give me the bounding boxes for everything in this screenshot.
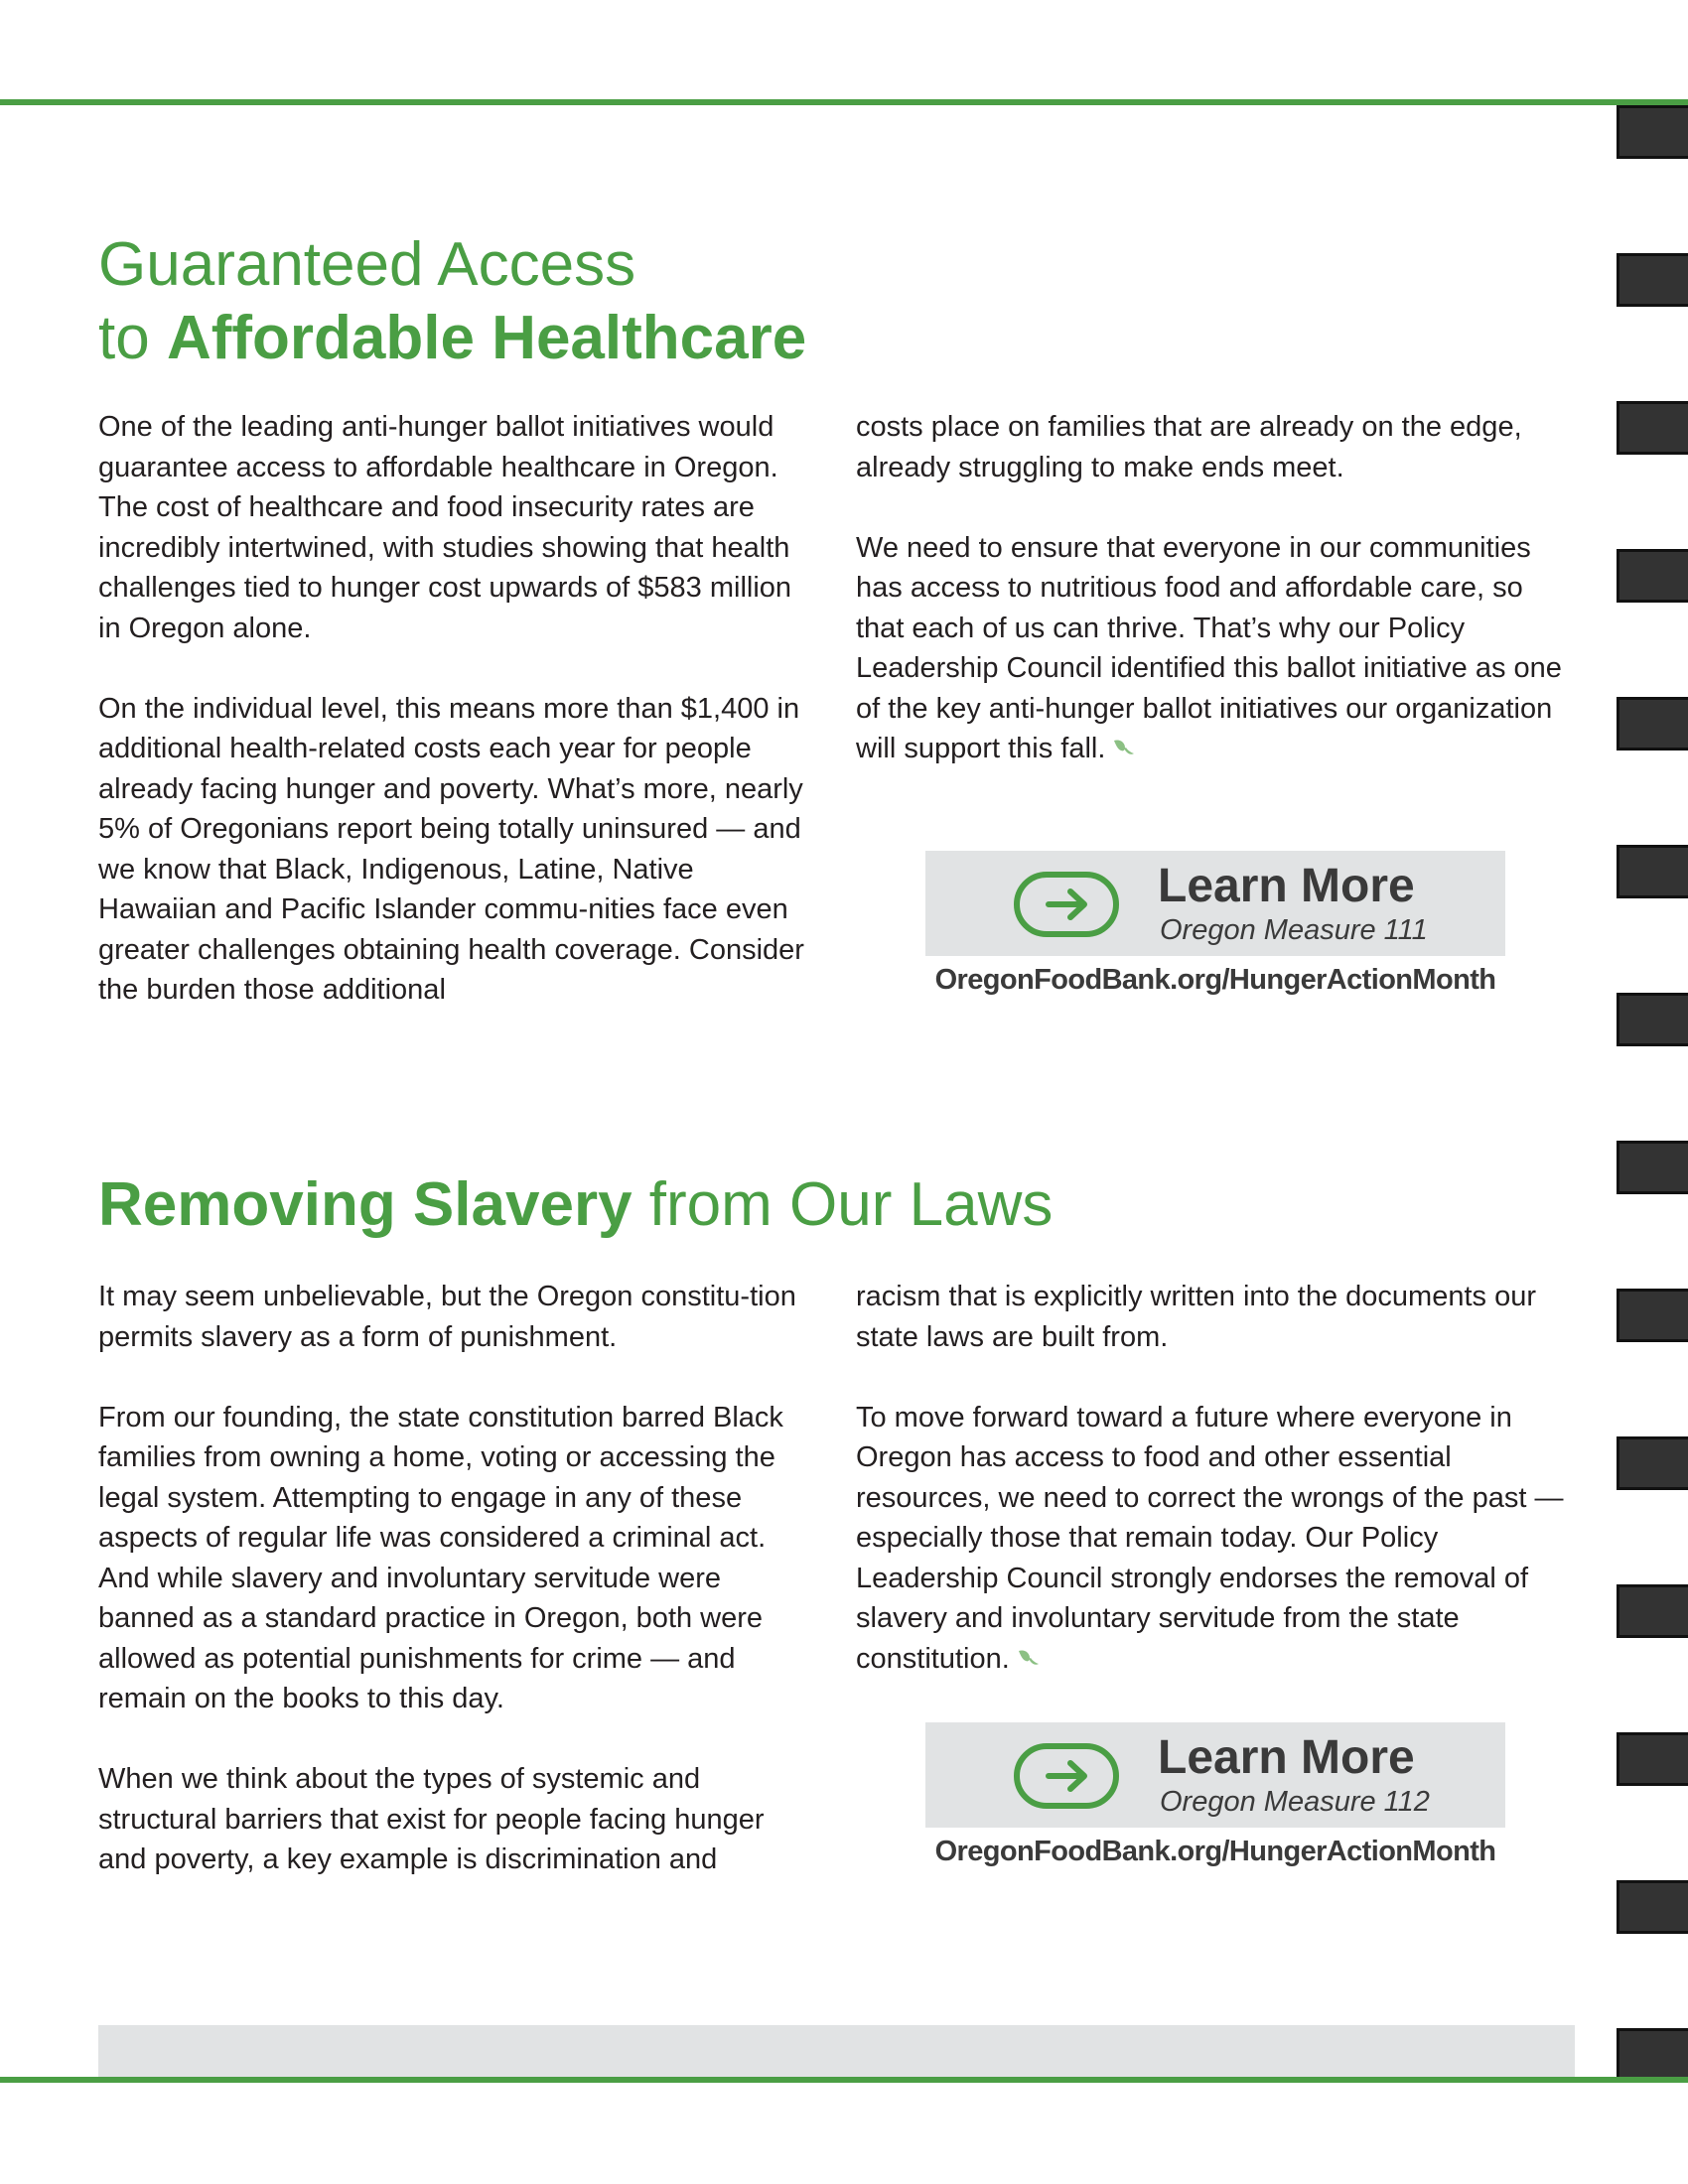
heading-bold: Removing Slavery bbox=[98, 1170, 633, 1239]
paragraph: One of the leading anti-hunger ballot initiatives would guarantee access to affordable healthcare in Oregon. The cost of healthcare and food insecurity rates are incredibly intertwined, with studies showing that health challenges tied to hunger cost upwards of $583 million in Oregon alone. bbox=[98, 411, 792, 644]
healthcare-column-left bbox=[98, 407, 813, 1011]
arrow-right-icon bbox=[1013, 1742, 1120, 1810]
cta-url-link[interactable]: OregonFoodBank.org/HungerActionMonth bbox=[934, 1836, 1496, 1867]
leaf-icon bbox=[1111, 736, 1135, 759]
cta-subtitle: Oregon Measure 111 bbox=[1160, 914, 1428, 946]
cta-title: Learn More bbox=[1158, 1731, 1415, 1784]
slavery-column-right bbox=[856, 1277, 1571, 1679]
heading-rest: from Our Laws bbox=[632, 1170, 1054, 1239]
edge-tab bbox=[1617, 2028, 1688, 2082]
edge-tab bbox=[1617, 697, 1688, 751]
cta-subtitle: Oregon Measure 112 bbox=[1160, 1786, 1430, 1818]
paragraph: It may seem unbelievable, but the Oregon constitu-tion permits slavery as a form of punishment. bbox=[98, 1281, 796, 1353]
slavery-column-left bbox=[98, 1277, 813, 1880]
paragraph: From our founding, the state constitution barred Black families from owning a home, voting or accessing the legal system. Attempting to engage in any of these aspects of regular life was considered a criminal act. And while slavery and involuntary servitude were banned as a standard practice in Oregon, both were allowed as potential punishments for crime — and remain on the books to this day. bbox=[98, 1401, 783, 1714]
learn-more-measure-111 bbox=[925, 851, 1505, 996]
heading-line1: Guaranteed Access bbox=[98, 230, 636, 299]
edge-tab bbox=[1617, 1584, 1688, 1638]
edge-tab bbox=[1617, 1289, 1688, 1342]
edge-tab bbox=[1617, 993, 1688, 1046]
paragraph: On the individual level, this means more than $1,400 in additional health-related costs each year for people already facing hunger and poverty. What’s more, nearly 5% of Oregonians report being totally uninsured — and we know that Black, Indigenous, Latine, Native Hawaiian and Pacific Islander commu-nities face even greater challenges obtaining health coverage. Consider the burden those additional bbox=[98, 692, 804, 1006]
edge-tab bbox=[1617, 253, 1688, 307]
edge-tab bbox=[1617, 1436, 1688, 1490]
heading-line2-bold: Affordable Healthcare bbox=[166, 304, 807, 372]
edge-tab bbox=[1617, 105, 1688, 159]
edge-tab bbox=[1617, 1732, 1688, 1786]
edge-tab bbox=[1617, 1141, 1688, 1194]
heading-line2-prefix: to bbox=[98, 304, 167, 372]
paragraph-with-end-mark bbox=[856, 1398, 1571, 1680]
paragraph-text: We need to ensure that everyone in our communities has access to nutritious food and affordable care, so that each of us can thrive. That’s why our Policy Leadership Council identified this ballot initiative as one of the key anti-hunger ballot initiatives our organization will support this fall. bbox=[856, 531, 1562, 764]
edge-tab bbox=[1617, 845, 1688, 898]
leaf-icon bbox=[1016, 1646, 1040, 1670]
section-heading-healthcare bbox=[98, 228, 806, 375]
paragraph: costs place on families that are already on the edge, already struggling to make ends meet. bbox=[856, 411, 1522, 483]
cta-title: Learn More bbox=[1158, 860, 1415, 912]
arrow-right-icon bbox=[1013, 871, 1120, 938]
healthcare-column-right bbox=[856, 407, 1571, 769]
paragraph: When we think about the types of systemic and structural barriers that exist for people facing hunger and poverty, a key example is discrimination and bbox=[98, 1763, 765, 1875]
page-edge-tabs bbox=[1617, 0, 1688, 2184]
bottom-green-rule bbox=[0, 2077, 1688, 2083]
learn-more-button[interactable] bbox=[925, 1722, 1505, 1828]
footer-band bbox=[98, 2025, 1575, 2077]
section-heading-slavery bbox=[98, 1168, 1053, 1242]
paragraph-text: To move forward toward a future where everyone in Oregon has access to food and other essential resources, we need to correct the wrongs of the past — especially those that remain today. Our Policy Leadership Council strongly endorses the removal of slavery and involuntary servitude from the state constitution. bbox=[856, 1401, 1564, 1675]
learn-more-button[interactable] bbox=[925, 851, 1505, 956]
edge-tab bbox=[1617, 549, 1688, 603]
edge-tab bbox=[1617, 1880, 1688, 1934]
top-green-rule bbox=[0, 99, 1688, 105]
paragraph: racism that is explicitly written into the documents our state laws are built from. bbox=[856, 1281, 1536, 1353]
paragraph-with-end-mark bbox=[856, 528, 1571, 769]
edge-tab bbox=[1617, 401, 1688, 455]
cta-url-link[interactable]: OregonFoodBank.org/HungerActionMonth bbox=[934, 964, 1496, 996]
learn-more-measure-112 bbox=[925, 1722, 1505, 1867]
